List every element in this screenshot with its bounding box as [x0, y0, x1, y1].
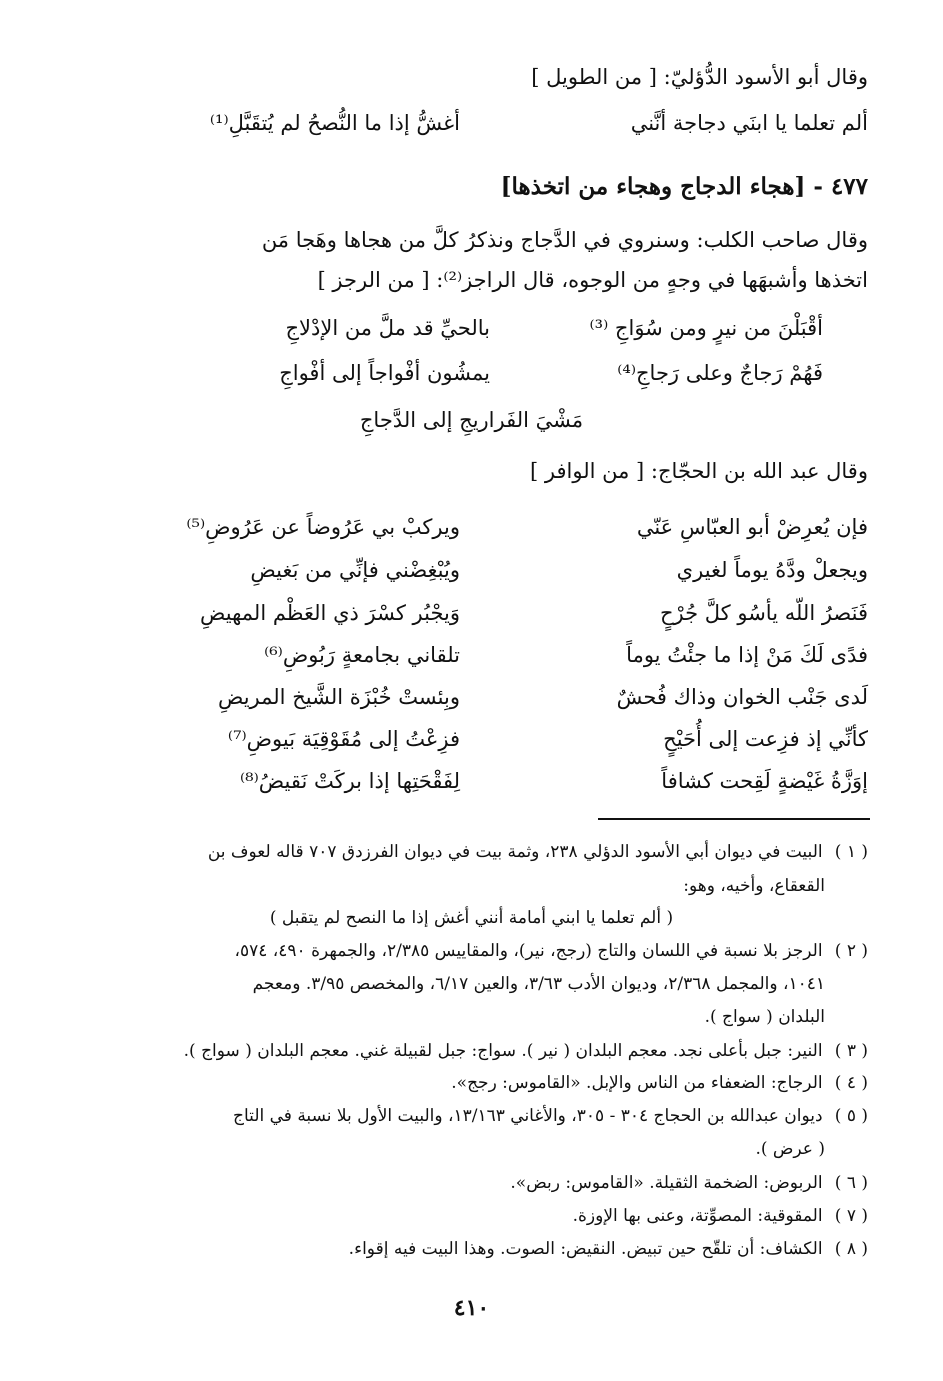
wafir-verse-6-left: فزِعْتُ إلى مُقَوْقِيَة بَيوضِ⁽⁷⁾ [227, 727, 460, 751]
footnote-8 [95, 1235, 868, 1263]
paragraph-line-2: اتخذها وأشبهَها في وجهٍ من الوجوه، قال الراجز⁽²⁾: [ من الرجز ] [317, 268, 868, 292]
footnote-2 [95, 937, 868, 965]
wafir-verse-2-right: ويجعلْ ودَّهُ يوماً لغيري [676, 558, 868, 582]
footnote-6-number: ( ٦ ) [834, 1173, 868, 1193]
footnote-5-number: ( ٥ ) [834, 1106, 868, 1126]
footnote-3-number: ( ٣ ) [834, 1041, 868, 1061]
footnote-3-line-1: النير: جبل بأعلى نجد. معجم البلدان ( نير ). سواج: جبل لقبيلة غني. معجم البلدان ( سواج ). [183, 1041, 823, 1061]
footnote-1 [95, 838, 868, 866]
rajaz-verse-2-left: يمشُون أفْواجاً إلى أفْواجِ [279, 361, 490, 385]
paragraph-line-1: وقال صاحب الكلب: وسنروي في الدَّجاج ونذكرُ كلَّ من هجاها وهَجا مَن [261, 228, 868, 252]
footnote-1-line-2: القعقاع، وأخيه، وهو: [683, 876, 825, 896]
wafir-verse-3-left: وَيجْبُر كسْرَ ذي العَظْم المهيضِ [200, 601, 460, 625]
footnote-5 [95, 1102, 868, 1130]
rajaz-verse-2-right: فَهُمْ رَجاجٌ وعلى رَجاجِ⁽⁴⁾ [617, 361, 823, 385]
page-number: ٤١٠ [453, 1295, 490, 1321]
footnote-7-number: ( ٧ ) [834, 1206, 868, 1226]
footnote-8-line-1: الكشاف: أن تلقّح حين تبيض. النقيض: الصوت. وهذا البيت فيه إقواء. [348, 1239, 823, 1259]
footnote-2-line-2: ١٠٤١، والمجمل ٢/٣٦٨، وديوان الأدب ٣/٦٣، والعين ٦/١٧، والمخصص ٣/٩٥. ومعجم [252, 974, 825, 994]
wafir-verse-5-left: وبِئستْ خُبْزَة الشَّيخ المريضِ [217, 685, 460, 709]
wafir-verse-3-right: فَنَصرُ اللّه يأسُو كلَّ جُرْحٍ [659, 601, 868, 625]
wafir-verse-2-left: ويُبْغِضْني فإنِّي من بَغيضِ [250, 558, 460, 582]
footnote-4 [95, 1069, 868, 1097]
wafir-verse-6-right: كأنِّي إذ فزِعت إلى أُحَيْحٍ [663, 727, 868, 751]
footnote-4-number: ( ٤ ) [834, 1073, 868, 1093]
wafir-verse-4-left: تلقاني بجامعةٍ رَبُوضِ⁽⁶⁾ [264, 643, 460, 667]
wafir-verse-1-right: فإن يُعرِضْ أبو العبّاسِ عَنّي [636, 515, 868, 539]
section-heading: ٤٧٧ - [هجاء الدجاج وهجاء من اتخذها] [500, 173, 868, 200]
wafir-verse-1-left: ويركبْ بي عَرُوضاً عن عَرُوضِ⁽⁵⁾ [186, 515, 460, 539]
wafir-verse-4-right: فدًى لَكَ مَنْ إذا ما جئْتُ يوماً [626, 643, 868, 667]
footnote-7 [95, 1202, 868, 1230]
footnote-7-line-1: المقوقية: المصوِّتة، وعنى بها الإوزة. [572, 1206, 823, 1226]
footnote-1-verse: ( ألم تعلما يا ابني أمامة أنني أغش إذا ما النصح لم يتقبل ) [269, 908, 674, 928]
footnote-3 [95, 1037, 868, 1065]
footnote-8-number: ( ٨ ) [834, 1239, 868, 1259]
verse1-first-hemistich: ألم تعلما يا ابنَي دجاجة أنَّني [630, 111, 868, 135]
rajaz-verse-3-center: مَشْيَ الفَراريجِ إلى الدَّجاجِ [359, 408, 584, 432]
intro-abu-al-aswad: وقال أبو الأسود الدُّؤليّ: [ من الطويل ] [531, 65, 868, 89]
footnote-divider [598, 818, 870, 820]
footnote-5-line-1: ديوان عبدالله بن الحجاج ٣٠٤ - ٣٠٥، والأغاني ١٣/١٦٣، والبيت الأول بلا نسبة في التاج [233, 1106, 823, 1126]
intro-abdullah-ibn-hajjaj: وقال عبد الله بن الحجّاج: [ من الوافر ] [530, 459, 868, 483]
footnote-1-number: ( ١ ) [834, 842, 868, 862]
footnote-5-line-2: ( عرض ). [755, 1139, 825, 1159]
footnote-2-number: ( ٢ ) [834, 941, 868, 961]
footnote-6-line-1: الربوض: الضخمة الثقيلة. «القاموس: ربض». [510, 1173, 823, 1193]
wafir-verse-5-right: لَدى جَنْب الخوان وذاك فُحشٌ [616, 685, 868, 709]
footnote-1-line-1: البيت في ديوان أبي الأسود الدؤلي ٢٣٨، وثمة بيت في ديوان الفرزدق ٧٠٧ قاله لعوف بن [207, 842, 823, 862]
verse1-second-hemistich: أغشُّ إذا ما النُّصحُ لم يُتقَبَّلِ⁽¹⁾ [209, 111, 460, 135]
footnote-6 [95, 1169, 868, 1197]
rajaz-verse-1-left: بالحيِّ قد ملَّ من الإدْلاجِ [285, 316, 490, 340]
rajaz-verse-1-right: أقْبَلْنَ من نيرٍ ومن سُوَاجِ ⁽³⁾ [589, 316, 823, 340]
wafir-verse-7-right: إوَزَّةُ غَيْضةٍ لَقِحت كشافاً [661, 769, 868, 793]
footnote-2-line-1: الرجز بلا نسبة في اللسان والتاج (رجج، نير)، والمقاييس ٢/٣٨٥، والجمهرة ٤٩٠، ٥٧٤، [234, 941, 823, 961]
footnote-4-line-1: الرجاج: الضعفاء من الناس والإبل. «القاموس: رجج». [451, 1073, 823, 1093]
footnote-2-line-3: البلدان ( سواج ). [704, 1007, 825, 1027]
wafir-verse-7-left: لِفَقْحَتِها إذا بركَتْ نَقيضُ⁽⁸⁾ [240, 769, 460, 793]
